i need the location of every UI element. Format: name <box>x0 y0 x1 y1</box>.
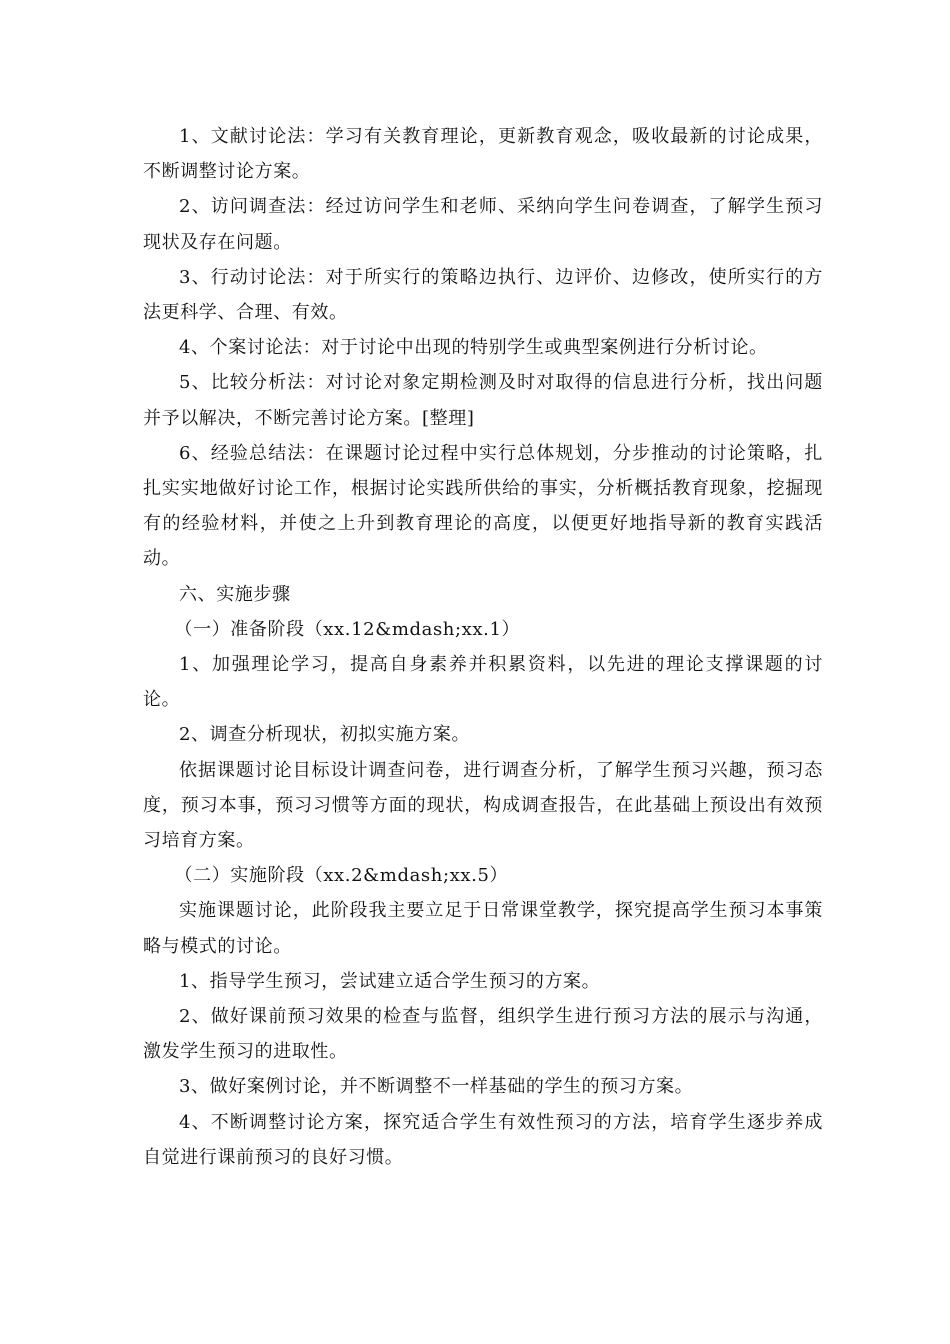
paragraph-prep-survey: 2、调查分析现状，初拟实施方案。 <box>179 724 471 746</box>
paragraph-method-case: 4、个案讨论法：对于讨论中出现的特别学生或典型案例进行分析讨论。 <box>179 337 768 359</box>
paragraph-impl-guide: 1、指导学生预习，尝试建立适合学生预习的方案。 <box>179 970 601 992</box>
paragraph-method-interview: 2、访问调查法：经过访问学生和老师、采纳向学生问卷调查，了解学生预习现状及存在问题。 <box>143 196 823 253</box>
section-heading-steps: 六、实施步骤 <box>179 583 291 605</box>
paragraph-impl-check: 2、做好课前预习效果的检查与监督，组织学生进行预习方法的展示与沟通，激发学生预习的进取性。 <box>143 1006 823 1063</box>
document-body <box>143 119 823 1175</box>
paragraph-impl-overview: 实施课题讨论，此阶段我主要立足于日常课堂教学，探究提高学生预习本事策略与模式的讨论。 <box>143 900 823 957</box>
paragraph-method-action: 3、行动讨论法：对于所实行的策略边执行、边评价、边修改，使所实行的方法更科学、合理、有效。 <box>143 266 823 324</box>
subheading-implementation-stage: （二）实施阶段（xx.2&mdash;xx.5） <box>174 865 509 887</box>
paragraph-method-comparison: 5、比较分析法：对讨论对象定期检测及时对取得的信息进行分析，找出问题并予以解决，不断完善讨论方案。[整理] <box>143 372 823 429</box>
paragraph-method-literature: 1、文献讨论法：学习有关教育理论，更新教育观念，吸收最新的讨论成果，不断调整讨论方案。 <box>143 126 823 183</box>
paragraph-prep-theory: 1、加强理论学习，提高自身素养并积累资料，以先进的理论支撑课题的讨论。 <box>143 654 823 711</box>
subheading-preparation-stage: （一）准备阶段（xx.12&mdash;xx.1） <box>174 618 521 640</box>
paragraph-prep-questionnaire: 依据课题讨论目标设计调查问卷，进行调查分析，了解学生预习兴趣，预习态度，预习本事，预习习惯等方面的现状，构成调查报告，在此基础上预设出有效预习培育方案。 <box>143 759 823 852</box>
paragraph-method-experience: 6、经验总结法：在课题讨论过程中实行总体规划，分步推动的讨论策略，扎扎实实地做好讨论工作，根据讨论实践所供给的事实，分析概括教育现象，挖掘现有的经验材料，并使之上升到教育理论的高度，以便更好地指导新的教育实践活动。 <box>143 442 823 570</box>
paragraph-impl-adjust: 4、不断调整讨论方案，探究适合学生有效性预习的方法，培育学生逐步养成自觉进行课前预习的良好习惯。 <box>143 1111 823 1168</box>
paragraph-impl-case: 3、做好案例讨论，并不断调整不一样基础的学生的预习方案。 <box>179 1076 694 1098</box>
